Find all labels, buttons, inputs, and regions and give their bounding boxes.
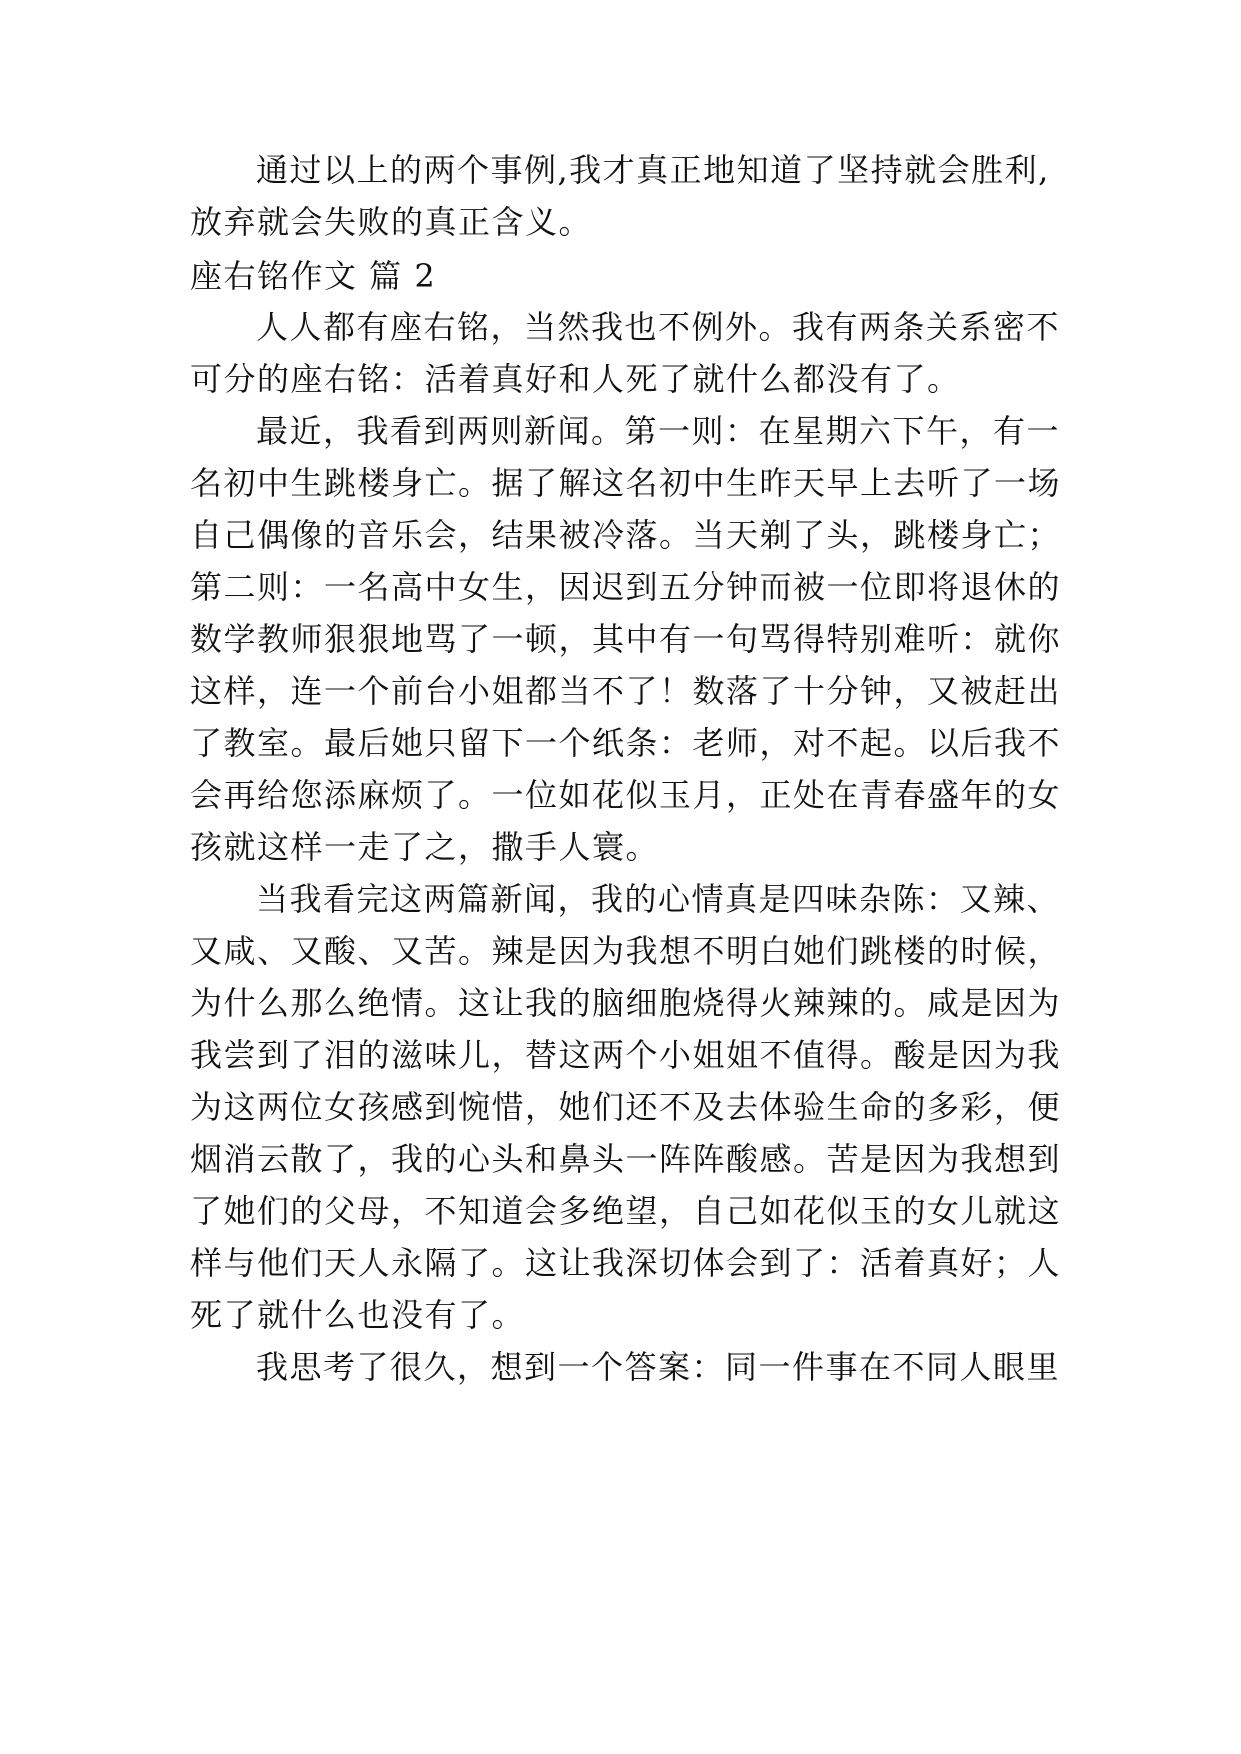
- paragraph-line: 死了就什么也没有了。: [190, 1296, 526, 1334]
- paragraph-line: 了教室。最后她只留下一个纸条：老师，对不起。以后我不: [190, 724, 1062, 762]
- paragraph-line: 为什么那么绝情。这让我的脑细胞烧得火辣辣的。咸是因为: [190, 984, 1062, 1022]
- paragraph-line: 这样，连一个前台小姐都当不了！数落了十分钟，又被赶出: [190, 672, 1062, 710]
- paragraph-line: 放弃就会失败的真正含义。: [190, 203, 593, 241]
- paragraph-line: 了她们的父母，不知道会多绝望，自己如花似玉的女儿就这: [190, 1192, 1062, 1230]
- paragraph-line: 第二则：一名高中女生，因迟到五分钟而被一位即将退休的: [190, 568, 1062, 606]
- paragraph-line: 当我看完这两篇新闻，我的心情真是四味杂陈：又辣、: [256, 880, 1061, 918]
- paragraph-line: 我尝到了泪的滋味儿，替这两个小姐姐不值得。酸是因为我: [190, 1036, 1062, 1074]
- paragraph-line: 孩就这样一走了之，撒手人寰。: [190, 828, 660, 866]
- paragraph-line: 为这两位女孩感到惋惜，她们还不及去体验生命的多彩，便: [190, 1088, 1062, 1126]
- paragraph-line: 我思考了很久，想到一个答案：同一件事在不同人眼里: [256, 1348, 1061, 1386]
- paragraph-line: 又咸、又酸、又苦。辣是因为我想不明白她们跳楼的时候，: [190, 932, 1062, 970]
- paragraph-line: 烟消云散了，我的心头和鼻头一阵阵酸感。苦是因为我想到: [190, 1140, 1062, 1178]
- paragraph-line: 可分的座右铭：活着真好和人死了就什么都没有了。: [190, 360, 961, 398]
- paragraph-line: 数学教师狠狠地骂了一顿，其中有一句骂得特别难听：就你: [190, 620, 1062, 658]
- paragraph-line: 样与他们天人永隔了。这让我深切体会到了：活着真好；人: [190, 1244, 1062, 1282]
- paragraph-line: 人人都有座右铭，当然我也不例外。我有两条关系密不: [256, 308, 1061, 346]
- paragraph-line: 最近，我看到两则新闻。第一则：在星期六下午，有一: [256, 412, 1061, 450]
- paragraph-line: 通过以上的两个事例,我才真正地知道了坚持就会胜利,: [256, 151, 1050, 189]
- paragraph-line: 名初中生跳楼身亡。据了解这名初中生昨天早上去听了一场: [190, 464, 1062, 502]
- paragraph-line: 会再给您添麻烦了。一位如花似玉月，正处在青春盛年的女: [190, 776, 1062, 814]
- section-heading: 座右铭作文 篇 2: [190, 257, 437, 295]
- paragraph-line: 自己偶像的音乐会，结果被冷落。当天剃了头，跳楼身亡；: [190, 516, 1062, 554]
